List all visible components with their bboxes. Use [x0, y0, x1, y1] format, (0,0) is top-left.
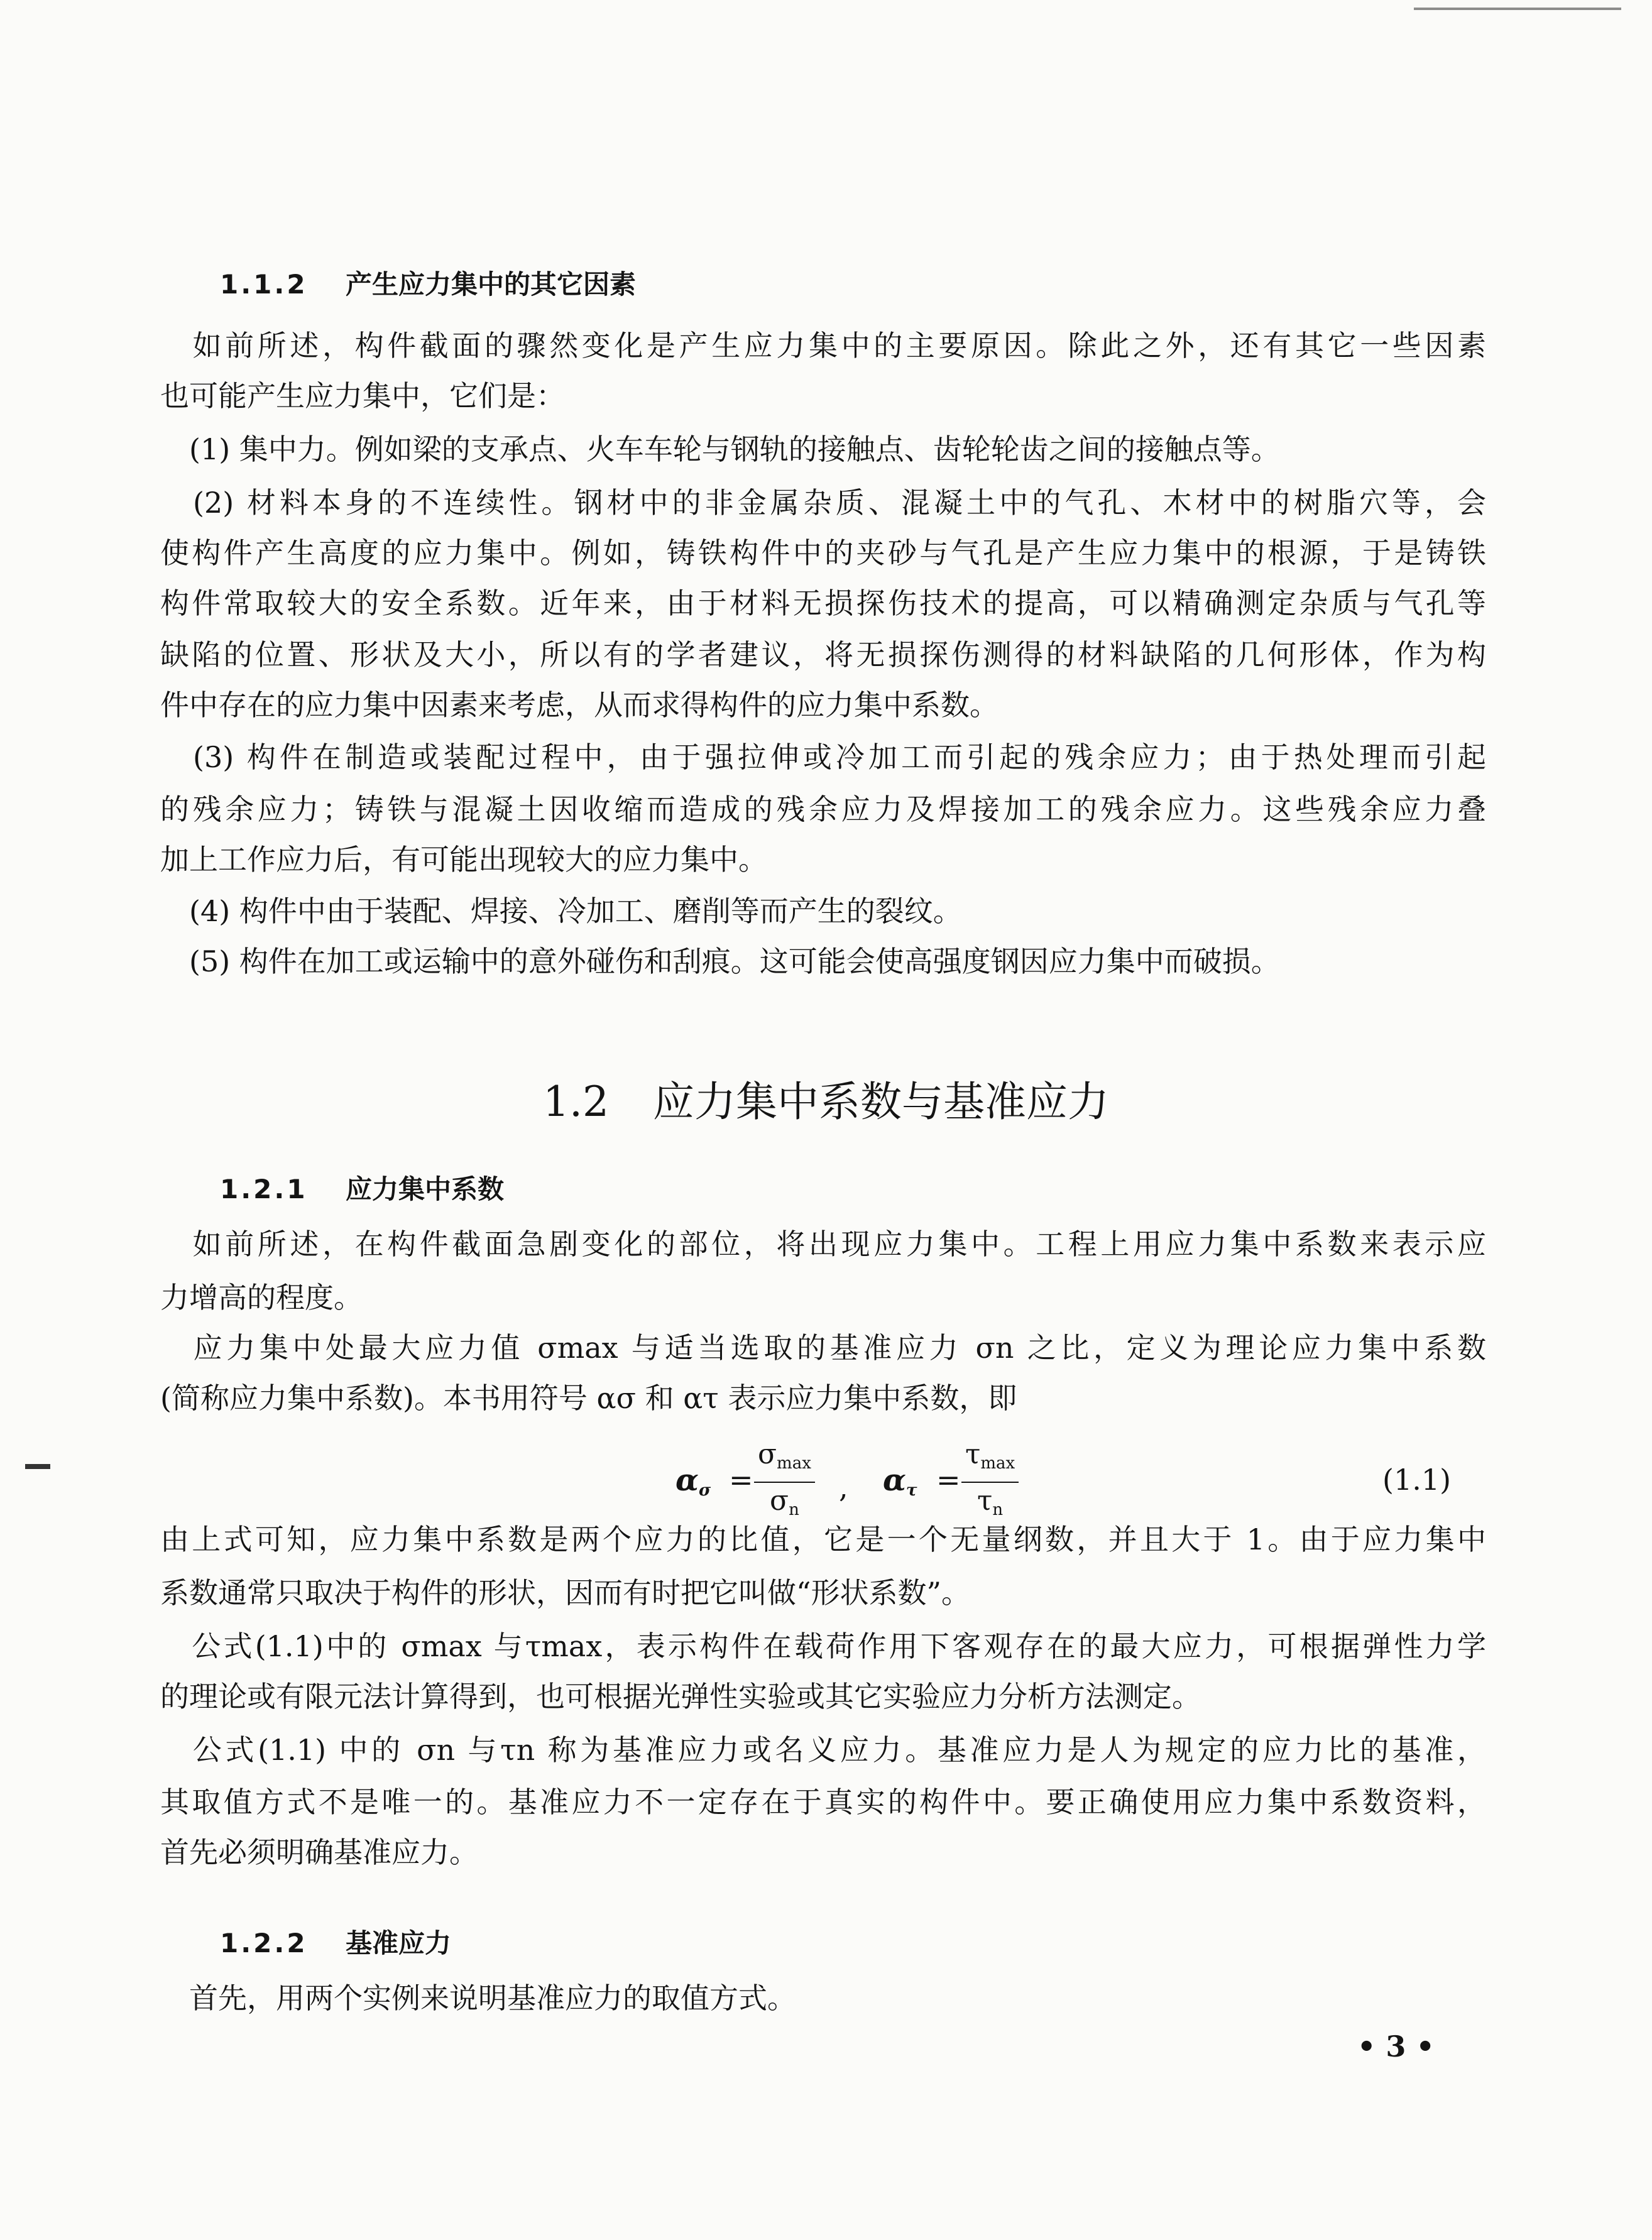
paragraph-line: 也可能产生应力集中，它们是： [160, 379, 565, 413]
paragraph-line: (2) 材料本身的不连续性。钢材中的非金属杂质、混凝土中的气孔、木材中的树脂穴等，会 [160, 486, 1486, 520]
equation-number: (1.1) [1382, 1463, 1452, 1497]
scan-mark-top [1414, 8, 1621, 10]
section-number: 1.1.2 [220, 269, 308, 300]
paragraph-line: 构件常取较大的安全系数。近年来，由于材料无损探伤技术的提高，可以精确测定杂质与气孔等 [160, 586, 1486, 620]
paragraph-line: (简称应力集中系数)。本书用符号 ασ 和 ατ 表示应力集中系数，即 [160, 1381, 1017, 1415]
paragraph-line: (1) 集中力。例如梁的支承点、火车车轮与钢轨的接触点、齿轮轮齿之间的接触点等。 [160, 432, 1280, 466]
paragraph-line: 的理论或有限元法计算得到，也可根据光弹性实验或其它实验应力分析方法测定。 [160, 1680, 1201, 1713]
fraction-sigma: $\sigma_{max}$ $\sigma_n$ [754, 1438, 815, 1528]
alpha-sigma: $\alpha_\sigma$ [676, 1463, 711, 1500]
page-number: • 3 • [1357, 2030, 1435, 2063]
fraction-tau: $\tau_{max}$ $\tau_n$ [961, 1438, 1019, 1528]
paragraph-line: 件中存在的应力集中因素来考虑，从而求得构件的应力集中系数。 [160, 688, 998, 722]
equals-sign: = [729, 1463, 753, 1497]
section-title: 应力集中系数 [346, 1174, 505, 1205]
paragraph-line: (4) 构件中由于装配、焊接、冷加工、磨削等而产生的裂纹。 [160, 894, 962, 928]
equals-sign: = [936, 1463, 961, 1497]
paragraph-line: 加上工作应力后，有可能出现较大的应力集中。 [160, 843, 767, 877]
section-number: 1.2.1 [220, 1174, 308, 1205]
section-heading-1-2-2 [220, 1923, 451, 1960]
paragraph-line: 使构件产生高度的应力集中。例如，铸铁构件中的夹砂与气孔是产生应力集中的根源，于是铸铁 [160, 536, 1486, 570]
paragraph-line: (3) 构件在制造或装配过程中，由于强拉伸或冷加工而引起的残余应力；由于热处理而引起 [160, 740, 1486, 774]
paragraph-line: (5) 构件在加工或运输中的意外碰伤和刮痕。这可能会使高强度钢因应力集中而破损。 [160, 944, 1280, 978]
section-title: 产生应力集中的其它因素 [346, 269, 637, 300]
paragraph-line: 公式(1.1) 中的 σn 与τn 称为基准应力或名义应力。基准应力是人为规定的应力比的基准， [160, 1733, 1486, 1767]
section-heading-1-2 [0, 1068, 1652, 1128]
comma: , [839, 1470, 848, 1504]
section-title: 应力集中系数与基准应力 [652, 1078, 1109, 1126]
paragraph-line: 由上式可知，应力集中系数是两个应力的比值，它是一个无量纲数，并且大于 1。由于应力集中 [160, 1522, 1486, 1556]
paragraph-line: 首先必须明确基准应力。 [160, 1835, 478, 1869]
section-number: 1.2 [543, 1078, 609, 1126]
paragraph-line: 力增高的程度。 [160, 1281, 363, 1314]
scan-mark-left [25, 1464, 50, 1469]
paragraph-line: 应力集中处最大应力值 σmax 与适当选取的基准应力 σn 之比，定义为理论应力集中系数 [160, 1331, 1486, 1365]
paragraph-line: 的残余应力；铸铁与混凝土因收缩而造成的残余应力及焊接加工的残余应力。这些残余应力叠 [160, 792, 1486, 826]
section-heading-1-1-2 [220, 264, 636, 302]
paragraph-line: 公式(1.1)中的 σmax 与τmax，表示构件在载荷作用下客观存在的最大应力，可根据弹性力学 [160, 1629, 1486, 1663]
paragraph-line: 首先，用两个实例来说明基准应力的取值方式。 [160, 1981, 796, 2015]
paragraph-line: 系数通常只取决于构件的形状，因而有时把它叫做“形状系数”。 [160, 1576, 971, 1610]
section-heading-1-2-1 [220, 1169, 504, 1206]
section-title: 基准应力 [346, 1928, 452, 1959]
paragraph-line: 如前所述，在构件截面急剧变化的部位，将出现应力集中。工程上用应力集中系数来表示应 [160, 1227, 1486, 1261]
section-number: 1.2.2 [220, 1928, 308, 1959]
paragraph-line: 缺陷的位置、形状及大小，所以有的学者建议，将无损探伤测得的材料缺陷的几何形体，作为构 [160, 638, 1486, 672]
paragraph-line: 如前所述，构件截面的骤然变化是产生应力集中的主要原因。除此之外，还有其它一些因素 [160, 329, 1486, 363]
paragraph-line: 其取值方式不是唯一的。基准应力不一定存在于真实的构件中。要正确使用应力集中系数资料， [160, 1785, 1486, 1819]
alpha-tau: $\alpha_\tau$ [883, 1463, 917, 1500]
